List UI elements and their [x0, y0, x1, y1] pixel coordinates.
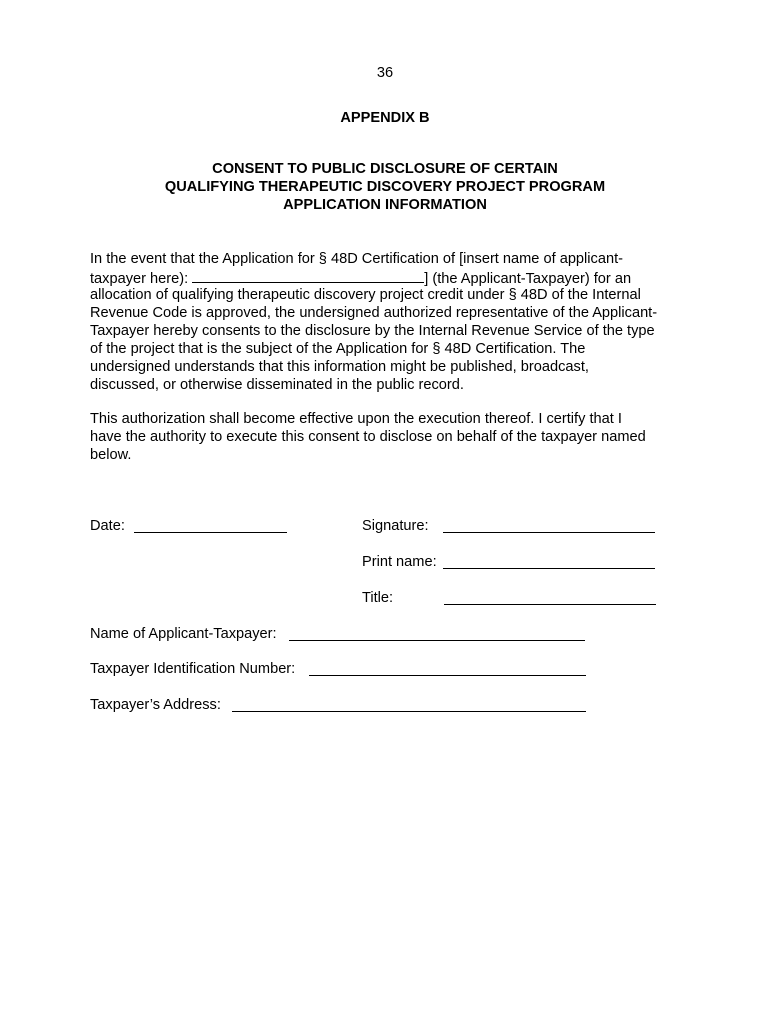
title-line-1: CONSENT TO PUBLIC DISCLOSURE OF CERTAIN [212, 161, 558, 177]
date-label: Date: [90, 518, 125, 534]
applicant-name-label: Name of Applicant-Taxpayer: [90, 626, 277, 642]
paragraph-line: Taxpayer hereby consents to the disclosure by the Internal Revenue Service of the type [90, 323, 655, 339]
print-name-field-line[interactable] [443, 568, 655, 569]
appendix-heading: APPENDIX B [340, 110, 430, 126]
paragraph-line-with-blank [90, 268, 680, 286]
signature-label: Signature: [362, 518, 429, 534]
paragraph-line: Revenue Code is approved, the undersigned authorized representative of the Applicant- [90, 305, 658, 321]
document-title [0, 160, 770, 214]
title-field-line[interactable] [444, 604, 656, 605]
applicant-name-suffix: ] (the Applicant-Taxpayer) for an [424, 271, 632, 287]
authorization-paragraph [90, 410, 680, 464]
page-number: 36 [376, 65, 394, 81]
applicant-name-inline-blank[interactable] [192, 268, 424, 283]
tin-label: Taxpayer Identification Number: [90, 661, 296, 677]
title-label: Title: [362, 590, 394, 606]
paragraph-line: undersigned understands that this information might be published, broadcast, [90, 359, 589, 375]
paragraph-line: allocation of qualifying therapeutic discovery project credit under § 48D of the Internal [90, 287, 641, 303]
paragraph-line: have the authority to execute this consent to disclose on behalf of the taxpayer named [90, 429, 646, 445]
title-line-2: QUALIFYING THERAPEUTIC DISCOVERY PROJECT PROGRAM [164, 179, 606, 195]
paragraph-line: This authorization shall become effective upon the execution thereof. I certify that I [90, 411, 622, 427]
applicant-name-field-line[interactable] [289, 640, 585, 641]
consent-paragraph [90, 250, 680, 394]
address-label: Taxpayer’s Address: [90, 697, 221, 713]
address-field-line[interactable] [232, 711, 586, 712]
paragraph-line: below. [90, 447, 132, 463]
signature-field-line[interactable] [443, 532, 655, 533]
title-line-3: APPLICATION INFORMATION [283, 197, 487, 213]
tin-field-line[interactable] [309, 675, 586, 676]
applicant-name-prefix: taxpayer here): [90, 271, 193, 287]
print-name-label: Print name: [362, 554, 437, 570]
paragraph-line: discussed, or otherwise disseminated in the public record. [90, 377, 464, 393]
paragraph-line: of the project that is the subject of the Application for § 48D Certification. The [90, 341, 586, 357]
paragraph-line: In the event that the Application for § 48D Certification of [insert name of applicant- [90, 251, 623, 267]
date-field-line[interactable] [134, 532, 287, 533]
